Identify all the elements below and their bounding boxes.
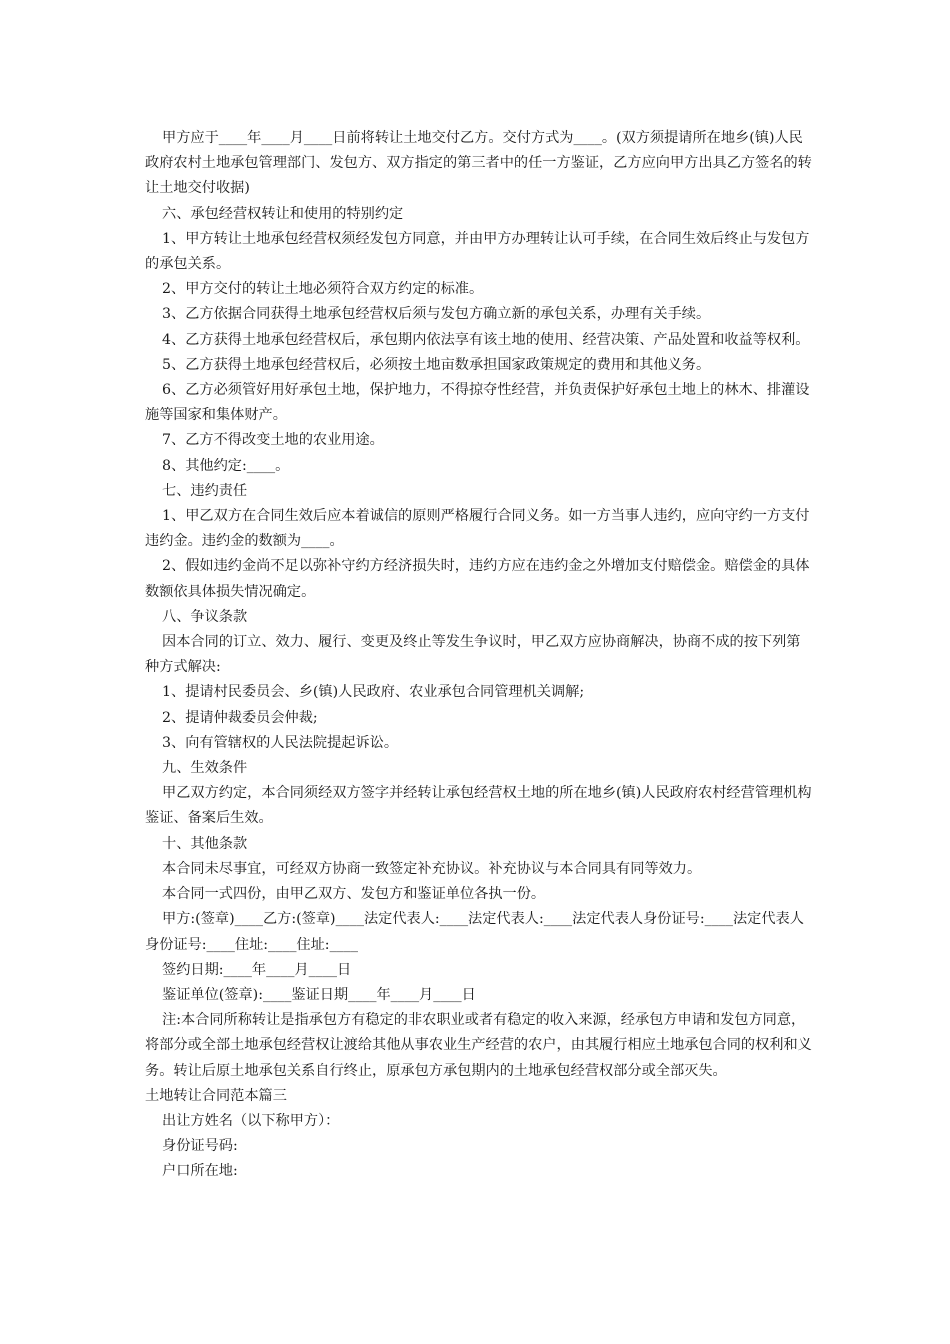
clause-10-1: 本合同未尽事宜，可经双方协商一致签定补充协议。补充协议与本合同具有同等效力。	[162, 860, 702, 877]
clause-8-1: 1、提请村民委员会、乡(镇)人民政府、农业承包合同管理机关调解;	[162, 684, 585, 701]
clause-6-7: 7、乙方不得改变土地的农业用途。	[162, 432, 384, 449]
clause-6-5: 5、乙方获得土地承包经营权后，必须按土地亩数承担国家政策规定的费用和其他义务。	[162, 356, 711, 373]
id-number-field: 身份证号码:	[162, 1138, 238, 1155]
signing-date: 签约日期:____年____月____日	[162, 961, 352, 978]
clause-9-text: 甲乙双方约定，本合同须经双方签字并经转让承包经营权土地的所在地乡(镇)人民政府农村经营管理机构鉴证、备案后生效。	[145, 785, 812, 827]
note-paragraph: 注:本合同所称转让是指承包方有稳定的非农职业或者有稳定的收入来源，经承包方申请和发包方同意，将部分或全部土地承包经营权让渡给其他从事农业生产经营的农户，由其履行相应土地承包合同的权利和义务。转让后原土地承包关系自行终止，原承包方承包期内的土地承包经营权部分或全部灭失。	[145, 1012, 812, 1079]
section-heading-8: 八、争议条款	[162, 608, 248, 625]
clause-6-1: 1、甲方转让土地承包经营权须经发包方同意，并由甲方办理转让认可手续，在合同生效后终止与发包方的承包关系。	[145, 230, 810, 273]
clause-8-2: 2、提请仲裁委员会仲裁;	[162, 709, 318, 726]
signature-block: 甲方:(签章)____乙方:(签章)____法定代表人:____法定代表人:____法定代表人身份证号:____法定代表人身份证号:____住址:____住址:____	[145, 911, 804, 953]
clause-6-6: 6、乙方必须管好用好承包土地，保护地力，不得掠夺性经营，并负责保护好承包土地上的林木、排灌设施等国家和集体财产。	[145, 382, 810, 424]
clause-6-8: 8、其他约定:____。	[162, 457, 290, 474]
transferor-name-field: 出让方姓名（以下称甲方）：	[162, 1112, 340, 1129]
paragraph-delivery: 甲方应于____年____月____日前将转让土地交付乙方。交付方式为____。(双方须提请所在地乡(镇)人民政府农村土地承包管理部门、发包方、双方指定的第三者中的任一方鉴证，乙方应向甲方出具乙方签名的转让土地交付收据)	[145, 130, 812, 197]
residence-field: 户口所在地:	[162, 1163, 238, 1180]
section-heading-10: 十、其他条款	[162, 835, 248, 852]
clause-8-intro: 因本合同的订立、效力、履行、变更及终止等发生争议时，甲乙双方应协商解决，协商不成的按下列第 种方式解决:	[145, 634, 805, 676]
clause-6-2: 2、甲方交付的转让土地必须符合双方约定的标准。	[162, 281, 484, 298]
clause-8-3: 3、向有管辖权的人民法院提起诉讼。	[162, 734, 399, 751]
clause-10-2: 本合同一式四份，由甲乙双方、发包方和鉴证单位各执一份。	[162, 886, 546, 903]
section-heading-6: 六、承包经营权转让和使用的特别约定	[162, 205, 404, 222]
clause-7-2: 2、假如违约金尚不足以弥补守约方经济损失时，违约方应在违约金之外增加支付赔偿金。赔偿金的具体数额依具体损失情况确定。	[145, 558, 810, 600]
clause-6-4: 4、乙方获得土地承包经营权后，承包期内依法享有该土地的使用、经营决策、产品处置和收益等权利。	[162, 331, 810, 348]
verification-unit: 鉴证单位(签章):____鉴证日期____年____月____日	[162, 986, 476, 1003]
section-heading-9: 九、生效条件	[162, 760, 248, 777]
clause-7-1: 1、甲乙双方在合同生效后应本着诚信的原则严格履行合同义务。如一方当事人违约，应向守约一方支付违约金。违约金的数额为____。	[145, 508, 810, 550]
section-title-part-3: 土地转让合同范本篇三	[145, 1087, 287, 1104]
section-heading-7: 七、违约责任	[162, 482, 248, 499]
document-body	[145, 126, 813, 1185]
clause-6-3: 3、乙方依据合同获得土地承包经营权后须与发包方确立新的承包关系，办理有关手续。	[162, 306, 711, 323]
